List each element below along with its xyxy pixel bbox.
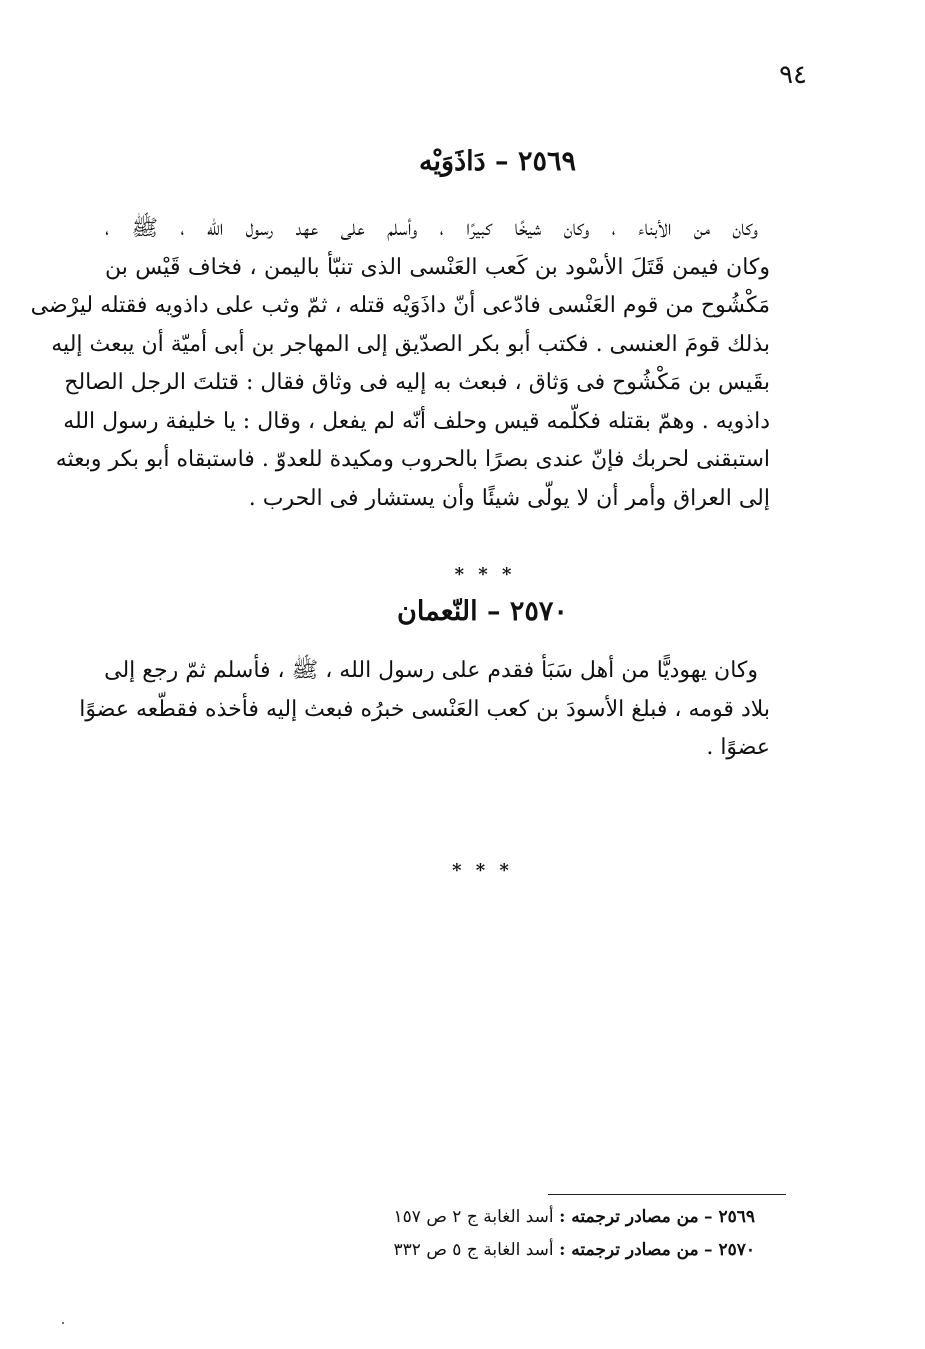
entry-body-2569 (30, 210, 770, 518)
section-separator: * * * (452, 860, 513, 881)
footnote-label: من مصادر ترجمته : (559, 1240, 699, 1260)
body-line: بلاد قومه ، فبلغ الأسودَ بن كعب العَنْسى خبرُه فبعث إليه فأخذه فقطّعه عضوًا (79, 696, 770, 722)
entry-body-2570 (79, 652, 770, 768)
scan-speck (62, 1322, 64, 1324)
entry-title-2570: ٢٥٧٠ – النّعمان (397, 596, 568, 627)
footnote-number: ٢٥٧٠ – (704, 1240, 755, 1260)
footnote-source: أسد الغابة ج ٥ ص ٣٣٢ (393, 1240, 554, 1260)
body-line: إلى العراق وأمر أن لا يولّى شيئًا وأن يستشار فى الحرب . (248, 485, 770, 511)
body-line: وكان يهوديًّا من أهل سَبَأ فقدم على رسول الله ، ﷺ ، فأسلم ثمّ رجع إلى (104, 658, 758, 683)
section-separator: * * * (454, 564, 516, 585)
body-line: وكان فيمن قَتَلَ الأسْود بن كَعب العَنْسى الذى تنبّأ باليمن ، فخاف قَيْس بن (105, 254, 770, 280)
entry-title-2569: ٢٥٦٩ – دَاذَوَيْه (419, 146, 576, 177)
body-line: بقَيس بن مَكْشُوح فى وَثاق ، فبعث به إليه فى وثاق فقال : قتلتَ الرجل الصالح (64, 370, 770, 395)
page-number: ٩٤ (779, 60, 807, 90)
footnote-2570 (394, 1240, 755, 1260)
body-line: مَكْشُوح من قوم العَنْسى فادّعى أنّ داذَوَيْه قتله ، ثمّ وثب على داذويه فقتله ليرْضى (30, 293, 770, 318)
footnote-2569 (394, 1207, 755, 1227)
footnote-number: ٢٥٦٩ – (704, 1207, 755, 1227)
body-line: استبقنى لحربك فإنّ عندى بصرًا بالحروب ومكيدة للعدوّ . فاستبقاه أبو بكر وبعثه (55, 447, 770, 472)
body-line: داذويه . وهمّ بقتله فكلّمه قيس وحلف أنّه لم يفعل ، وقال : يا خليفة رسول الله (63, 408, 770, 434)
body-line: عضوًا . (706, 735, 770, 760)
footnote-label: من مصادر ترجمته : (559, 1207, 699, 1227)
body-line: بذلك قومَ العنسى . فكتب أبو بكر الصدّيق إلى المهاجر بن أبى أميّة أن يبعث إليه (51, 331, 770, 357)
footnote-rule (548, 1194, 786, 1195)
footnote-source: أسد الغابة ج ٢ ص ١٥٧ (393, 1207, 554, 1227)
body-line: وكان من الأبناء ، وكان شيخًا كبيرًا ، وأسلم على عهد رسول الله ، ﷺ ، (105, 216, 758, 241)
